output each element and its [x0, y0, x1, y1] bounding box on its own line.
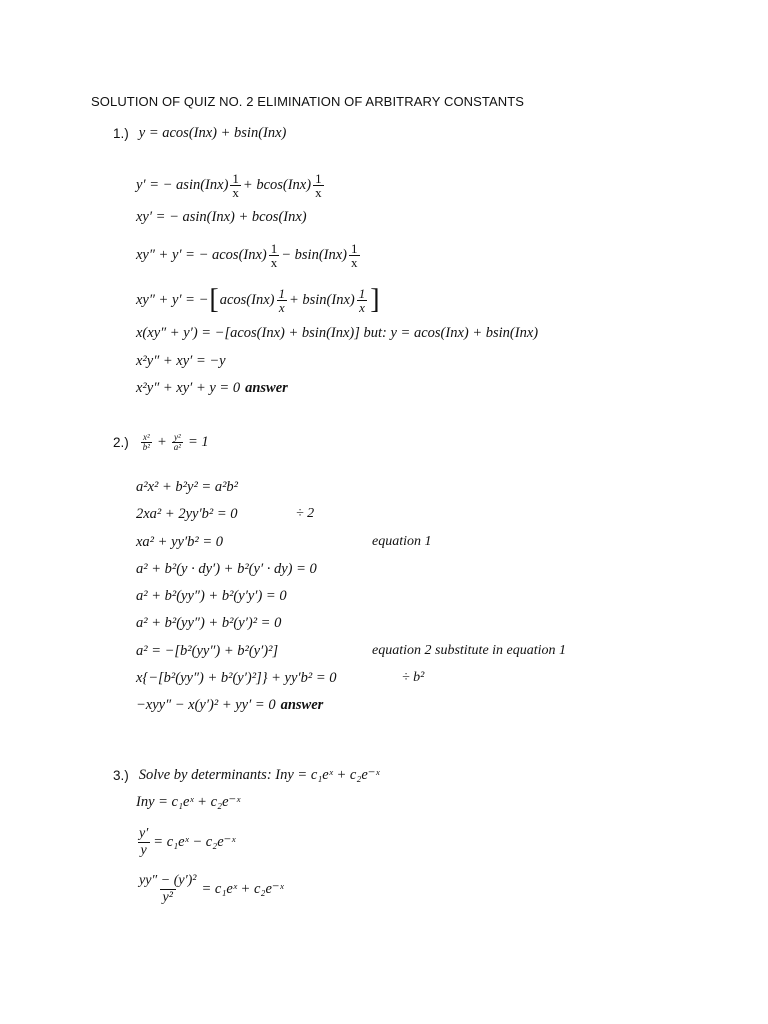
problem3-step2 — [134, 822, 235, 862]
problem3-statement: Solve by determinants: Iny = c₁eˣ + c₂e⁻ˣ — [138, 766, 380, 783]
fraction-x2-over-b2 — [141, 433, 152, 452]
frac-num: 1 — [278, 285, 285, 301]
fraction-one-over-x — [349, 242, 360, 269]
fraction-one-over-x — [230, 172, 241, 199]
problem2-statement-tail: = 1 — [187, 433, 209, 450]
problem1-step3-part2: − bsin(Inx) — [281, 246, 348, 263]
problem2-step3 — [136, 527, 223, 557]
problem2-step5-text: a² + b²(yy″) + b²(y′y′) = 0 — [136, 587, 287, 604]
frac-num: 1 — [358, 285, 366, 301]
problem1-step4-inner2: + bsin(Inx) — [288, 291, 355, 308]
problem1-step1-part1: y′ = − asin(Inx) — [136, 176, 229, 193]
problem2-step2 — [136, 499, 238, 529]
frac-num: y² — [174, 431, 181, 442]
problem3-step1 — [136, 787, 240, 817]
frac-den: x — [270, 254, 278, 270]
problem2-step8-note: ÷ b² — [402, 670, 425, 685]
fraction-second-derivative — [136, 873, 200, 906]
problem1-step1-part2: + bcos(Inx) — [242, 176, 312, 193]
problem2-step9-text: −xyy″ − x(y′)² + yy′ = 0 — [136, 696, 276, 713]
problem2-step4-text: a² + b²(y · dy′) + b²(y′ · dy) = 0 — [136, 560, 317, 577]
problem1-statement-line — [113, 118, 286, 148]
frac-den: x — [232, 184, 239, 200]
problem1-step6-text: x²y″ + xy′ = −y — [136, 352, 226, 369]
frac-num: 1 — [270, 240, 278, 256]
problem3-step3 — [134, 868, 284, 910]
frac-den: x — [359, 299, 365, 315]
frac-num: 1 — [315, 170, 322, 186]
frac-num: x² — [143, 431, 150, 442]
problem2-statement-line — [113, 426, 209, 458]
problem3-number: 3.) — [113, 767, 129, 783]
problem1-step3-part1: xy″ + y′ = − acos(Inx) — [136, 246, 267, 263]
frac-num: 1 — [232, 170, 239, 186]
problem1-step7 — [136, 373, 288, 403]
answer-label: answer — [245, 379, 288, 396]
fraction-one-over-x — [357, 287, 368, 314]
fraction-yprime-over-y — [136, 826, 151, 859]
fraction-one-over-x — [276, 287, 287, 314]
problem2-step8 — [136, 663, 336, 693]
frac-num: yy″ − (y′)² — [139, 872, 197, 888]
fraction-y2-over-a2 — [172, 433, 183, 452]
answer-label: answer — [280, 696, 324, 713]
frac-den: x — [278, 299, 285, 315]
problem1-step2-text: xy′ = − asin(Inx) + bcos(Inx) — [136, 208, 307, 225]
problem2-step6-text: a² + b²(yy″) + b²(y′)² = 0 — [136, 614, 282, 631]
frac-num: 1 — [351, 240, 358, 256]
problem2-step1-text: a²x² + b²y² = a²b² — [136, 478, 239, 495]
plus-sign: + — [156, 433, 167, 450]
problem2-step2-note: ÷ 2 — [296, 506, 315, 521]
frac-den: y — [138, 842, 150, 859]
problem3-statement-line — [113, 760, 380, 790]
problem2-step4 — [136, 554, 317, 584]
problem3-step1-text: Iny = c₁eˣ + c₂e⁻ˣ — [136, 793, 241, 810]
document-title: SOLUTION OF QUIZ NO. 2 ELIMINATION OF ARBITRARY CONSTANTS — [91, 94, 525, 109]
problem2-step2-text: 2xa² + 2yy′b² = 0 — [136, 505, 238, 522]
fraction-one-over-x — [269, 242, 280, 269]
frac-den: y² — [160, 889, 176, 906]
problem1-step7-text: x²y″ + xy′ + y = 0 — [136, 379, 241, 396]
problem1-step4 — [136, 282, 381, 318]
problem2-step1 — [136, 472, 238, 502]
close-bracket: ] — [370, 284, 380, 315]
problem1-step2 — [136, 202, 307, 232]
fraction-one-over-x — [313, 172, 324, 199]
problem1-number: 1.) — [113, 125, 129, 141]
problem1-statement: y = acos(Inx) + bsin(Inx) — [138, 124, 287, 141]
frac-den: b² — [142, 441, 150, 452]
open-bracket: [ — [209, 284, 219, 315]
frac-den: x — [315, 184, 322, 200]
problem2-number: 2.) — [113, 434, 129, 450]
problem1-step6 — [136, 346, 226, 376]
problem2-step7-text: a² = −[b²(yy″) + b²(y′)²] — [136, 642, 279, 659]
problem2-step9 — [136, 690, 323, 720]
problem2-step3-note: equation 1 — [372, 534, 432, 549]
frac-den: a² — [173, 441, 181, 452]
problem1-step3 — [136, 238, 362, 272]
problem2-step6 — [136, 608, 281, 638]
problem1-step1 — [136, 168, 326, 202]
problem2-step7 — [136, 636, 278, 666]
problem2-step8-text: x{−[b²(yy″) + b²(y′)²]} + yy′b² = 0 — [136, 669, 337, 686]
frac-den: x — [351, 254, 358, 270]
frac-num: y′ — [139, 825, 149, 841]
problem3-step3-tail: = c₁eˣ + c₂e⁻ˣ — [201, 880, 284, 897]
problem1-step5 — [136, 318, 538, 348]
problem2-step7-note: equation 2 substitute in equation 1 — [372, 643, 567, 658]
problem3-step2-tail: = c₁eˣ − c₂e⁻ˣ — [153, 833, 236, 850]
problem1-step4-inner1: acos(Inx) — [219, 291, 275, 308]
problem1-step5-text: x(xy″ + y′) = −[acos(Inx) + bsin(Inx)] but: y = acos(Inx) + bsin(Inx) — [136, 324, 539, 341]
problem2-step3-text: xa² + yy′b² = 0 — [136, 533, 223, 550]
problem2-step5 — [136, 581, 287, 611]
problem1-step4-part1: xy″ + y′ = − — [136, 291, 209, 308]
